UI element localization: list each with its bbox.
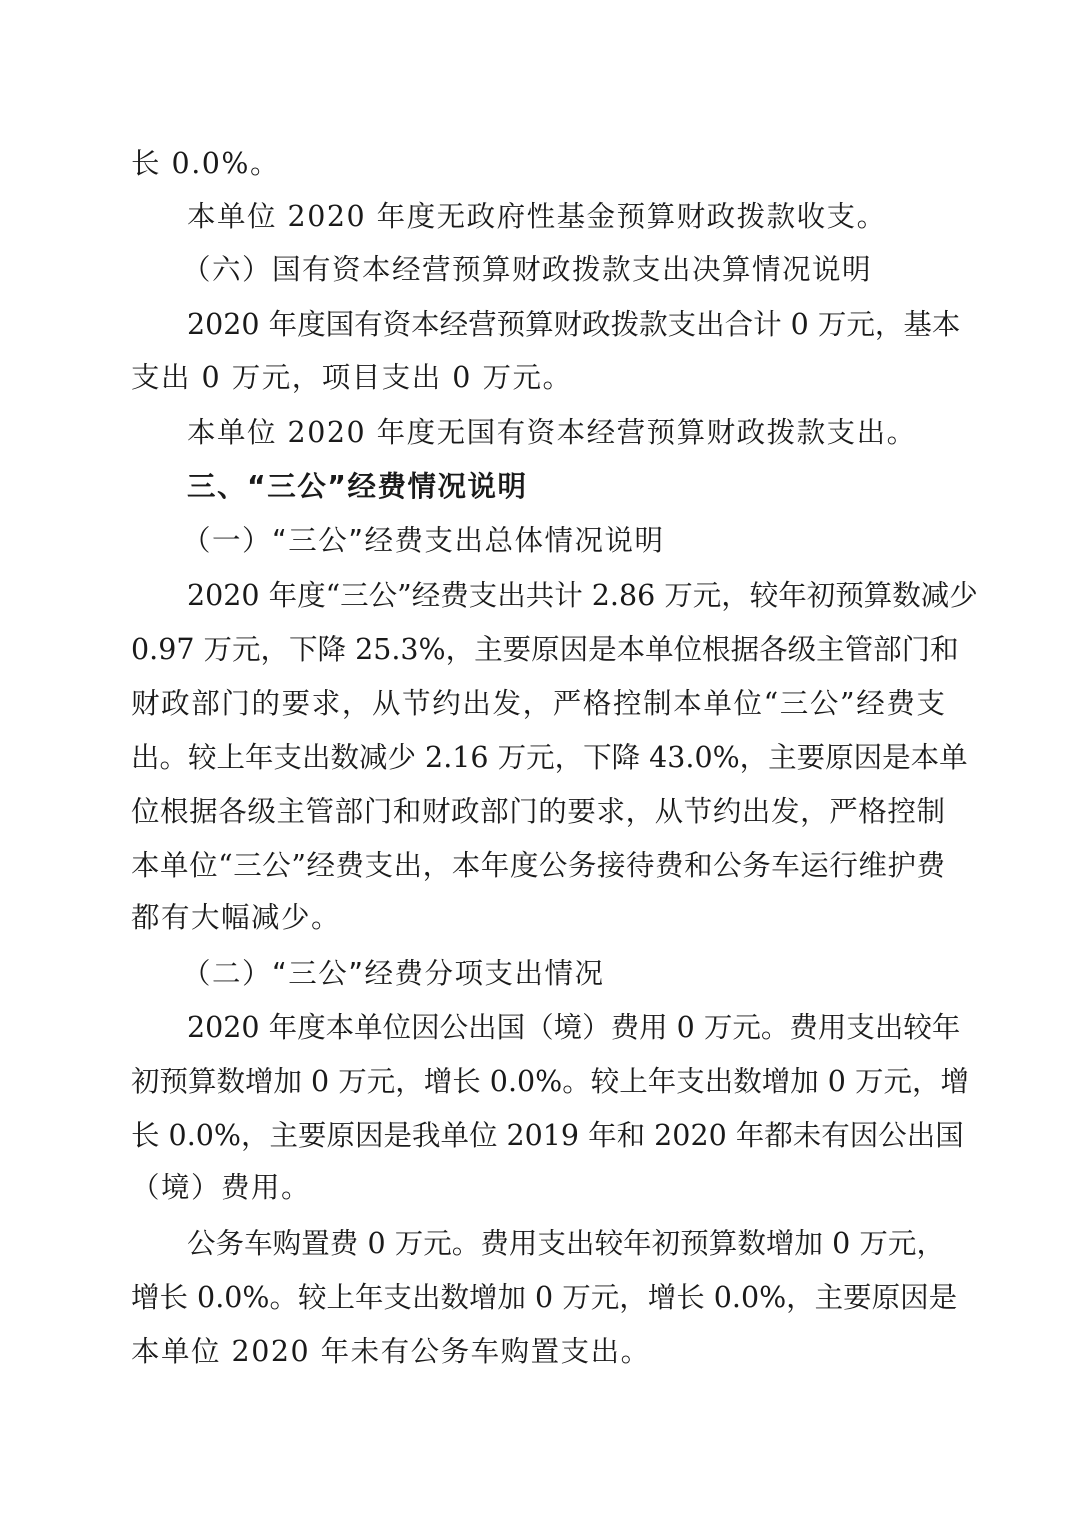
paragraph-line: 都有大幅减少。 xyxy=(131,901,342,934)
section-heading: （六）国有资本经营预算财政拨款支出决算情况说明 xyxy=(182,253,873,286)
paragraph-line: 支出 0 万元，项目支出 0 万元。 xyxy=(131,361,573,394)
paragraph-line: （境）费用。 xyxy=(131,1171,312,1204)
paragraph-line: 本单位“三公”经费支出，本年度公务接待费和公务车运行维护费 xyxy=(131,849,945,882)
paragraph-line: 本单位 2020 年度无政府性基金预算财政拨款收支。 xyxy=(187,200,887,233)
paragraph-line: 2020 年度国有资本经营预算财政拨款支出合计 0 万元，基本 xyxy=(187,308,961,341)
paragraph-line: 2020 年度“三公”经费支出共计 2.86 万元，较年初预算数减少 xyxy=(187,579,978,612)
paragraph-line: 初预算数增加 0 万元，增长 0.0%。较上年支出数增加 0 万元，增 xyxy=(131,1065,969,1098)
section-heading: （二）“三公”经费分项支出情况 xyxy=(182,957,605,990)
paragraph-line: 长 0.0%，主要原因是我单位 2019 年和 2020 年都未有因公出国 xyxy=(131,1119,964,1152)
paragraph-line: 长 0.0%。 xyxy=(131,147,280,180)
paragraph-line: 0.97 万元，下降 25.3%，主要原因是本单位根据各级主管部门和 xyxy=(131,633,959,666)
paragraph-line: 2020 年度本单位因公出国（境）费用 0 万元。费用支出较年 xyxy=(187,1011,961,1044)
paragraph-line: 出。较上年支出数减少 2.16 万元，下降 43.0%，主要原因是本单 xyxy=(131,741,968,774)
section-heading: （一）“三公”经费支出总体情况说明 xyxy=(182,524,665,557)
paragraph-line: 公务车购置费 0 万元。费用支出较年初预算数增加 0 万元， xyxy=(187,1227,945,1260)
chapter-heading: 三、“三公”经费情况说明 xyxy=(187,470,528,503)
paragraph-line: 位根据各级主管部门和财政部门的要求，从节约出发，严格控制 xyxy=(131,795,945,828)
paragraph-line: 财政部门的要求，从节约出发，严格控制本单位“三公”经费支 xyxy=(131,687,945,720)
paragraph-line: 本单位 2020 年度无国有资本经营预算财政拨款支出。 xyxy=(187,416,917,449)
paragraph-line: 本单位 2020 年未有公务车购置支出。 xyxy=(131,1335,651,1368)
paragraph-line: 增长 0.0%。较上年支出数增加 0 万元，增长 0.0%，主要原因是 xyxy=(131,1281,958,1314)
